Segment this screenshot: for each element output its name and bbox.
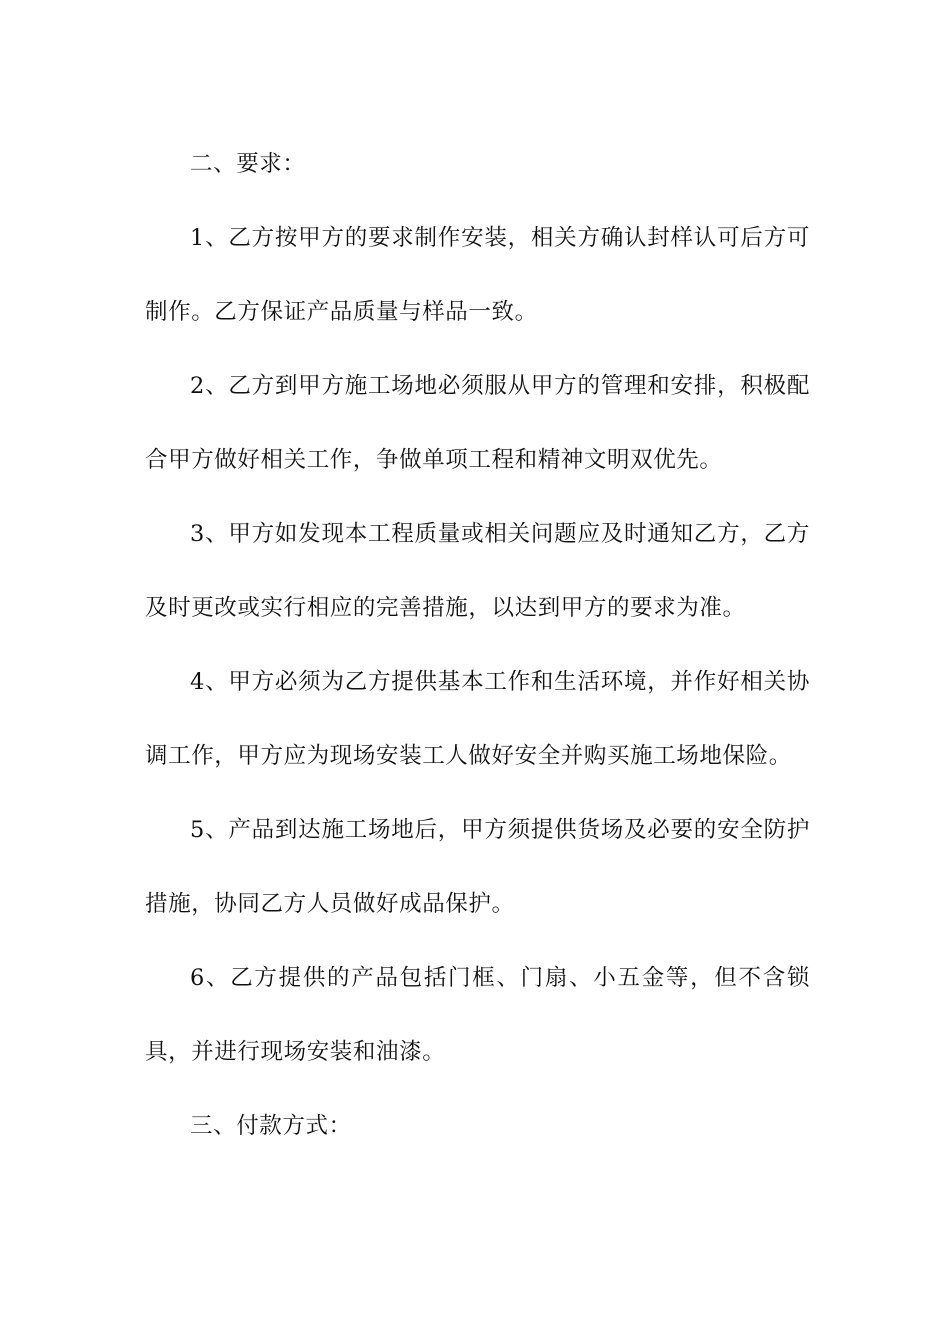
clause-3: 3、甲方如发现本工程质量或相关问题应及时通知乙方，乙方及时更改或实行相应的完善措施，以达到甲方的要求为准。 xyxy=(145,521,810,621)
clause-2: 2、乙方到甲方施工场地必须服从甲方的管理和安排，积极配合甲方做好相关工作，争做单项工程和精神文明双优先。 xyxy=(145,373,810,473)
section-heading-requirements: 二、要求： xyxy=(190,151,306,177)
clause-5: 5、产品到达施工场地后，甲方须提供货场及必要的安全防护措施，协同乙方人员做好成品保护。 xyxy=(145,817,810,917)
document-body xyxy=(145,127,810,1163)
clause-6: 6、乙方提供的产品包括门框、门扇、小五金等，但不含锁具，并进行现场安装和油漆。 xyxy=(145,965,810,1065)
section-heading-payment: 三、付款方式： xyxy=(190,1113,352,1139)
clause-4: 4、甲方必须为乙方提供基本工作和生活环境，并作好相关协调工作，甲方应为现场安装工人做好安全并购买施工场地保险。 xyxy=(145,669,810,769)
clause-1: 1、乙方按甲方的要求制作安装，相关方确认封样认可后方可制作。乙方保证产品质量与样品一致。 xyxy=(145,225,810,325)
